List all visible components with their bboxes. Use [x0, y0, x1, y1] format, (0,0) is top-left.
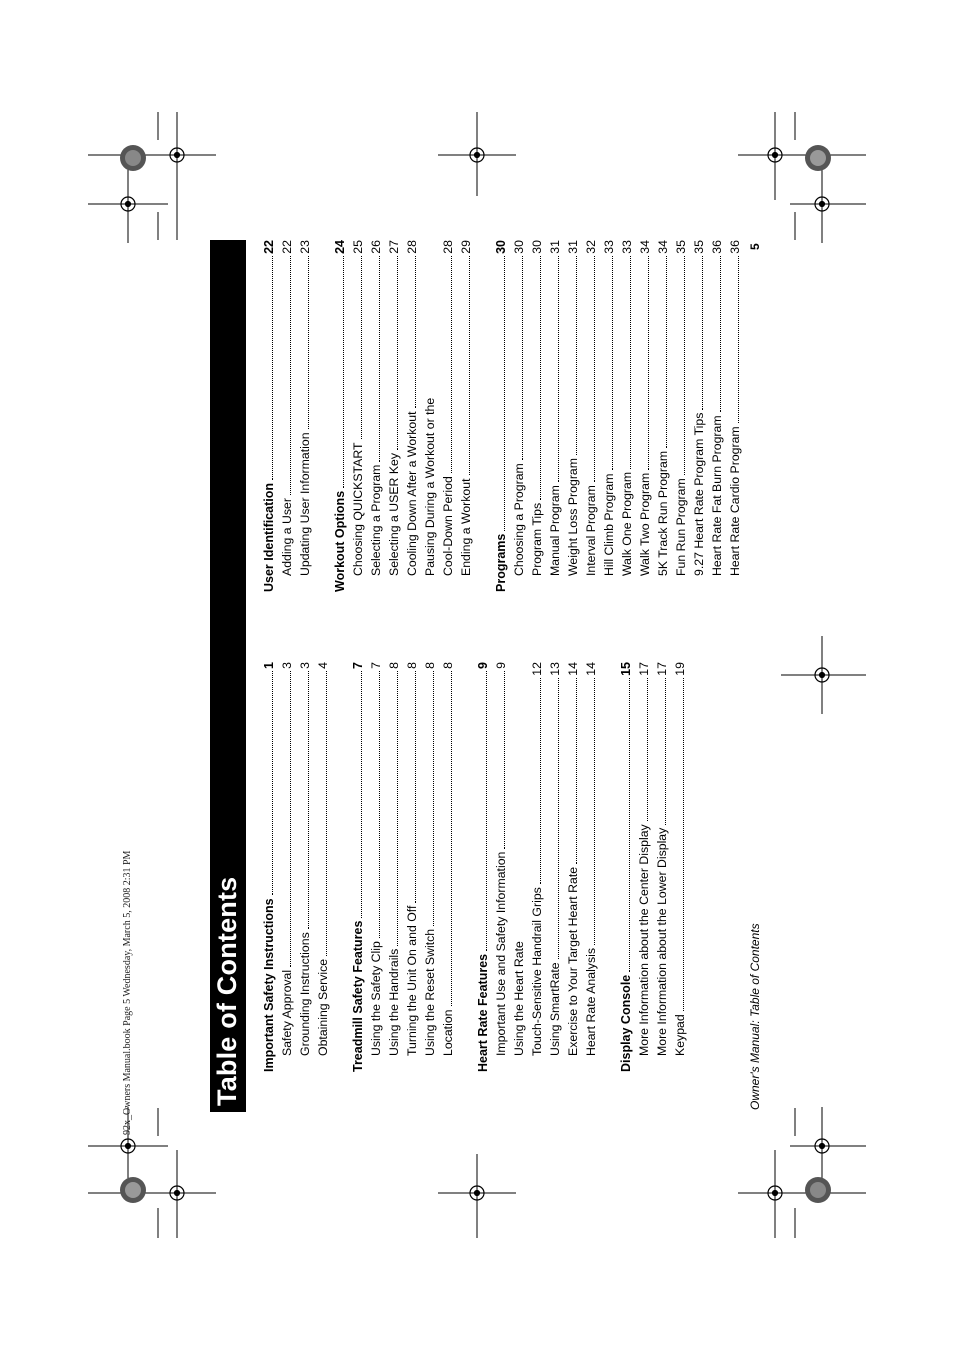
toc-section: [260, 240, 314, 592]
title-bar: [210, 240, 246, 1112]
toc-entry-page: 8: [423, 662, 437, 669]
toc-entry-title: More Information about the Lower Display: [655, 827, 669, 1056]
toc-entry: [635, 662, 653, 1072]
dot-leader: [469, 256, 470, 476]
dot-leader: [594, 256, 595, 482]
toc-entry-title: 9.27 Heart Rate Program Tips: [692, 412, 706, 576]
toc-entry-title: Using the Heart Rate: [512, 941, 526, 1056]
footer-text: Owner's Manual: Table of Contents: [748, 923, 762, 1110]
toc-entry-title: Touch-Sensitive Handrail Grips: [530, 887, 544, 1056]
toc-entry-page: 4: [316, 662, 330, 669]
toc-entry: [671, 662, 689, 1072]
toc-entry-title: Display Console: [619, 974, 633, 1072]
toc-entry-page: 36: [728, 240, 742, 254]
toc-entry: [403, 240, 421, 592]
toc-entry-page: 27: [387, 240, 401, 254]
toc-entry-title: Using the Handrails: [387, 948, 401, 1056]
dot-leader: [648, 256, 649, 470]
toc-entry-title: Heart Rate Fat Burn Program: [710, 415, 724, 576]
dot-leader: [594, 678, 595, 945]
toc-entry: [564, 240, 582, 592]
toc-entry-page: 30: [512, 240, 526, 254]
toc-entry-page: 30: [530, 240, 544, 254]
toc-entry-title: Safety Approval: [280, 969, 294, 1056]
dot-leader: [720, 256, 721, 413]
toc-section: [349, 662, 457, 1072]
toc-entry-title: Programs: [494, 533, 508, 592]
toc-entry-page: 9: [494, 662, 508, 669]
toc-entry-page: 14: [584, 662, 598, 676]
dot-leader: [308, 671, 309, 929]
toc-entry-page: 34: [638, 240, 652, 254]
dot-leader: [451, 671, 452, 1007]
toc-entry-title: Exercise to Your Target Heart Rate: [566, 866, 580, 1056]
toc-entry-page: 3: [280, 662, 294, 669]
toc-entry-title: Location: [441, 1009, 455, 1056]
toc-entry-title: Keypad: [673, 1014, 687, 1056]
toc-column-right: [260, 240, 761, 592]
toc-entry-page: 33: [602, 240, 616, 254]
toc-section: [492, 240, 744, 592]
toc-entry: [653, 662, 671, 1072]
toc-entry: [367, 240, 385, 592]
toc-entry-title: Important Use and Safety Information: [494, 851, 508, 1056]
toc-entry: [654, 240, 672, 592]
toc-entry-title: Using the Safety Clip: [369, 941, 383, 1056]
toc-entry: [457, 240, 475, 592]
toc-section-heading: [260, 662, 278, 1072]
dot-leader: [379, 256, 380, 462]
toc-entry-title: 5K Track Run Program: [656, 450, 670, 576]
toc-entry: [385, 240, 403, 592]
toc-entry-page: 35: [692, 240, 706, 254]
toc-entry-title: Cooling Down After a Workout: [405, 411, 419, 576]
toc-entry: [582, 240, 600, 592]
dot-leader: [629, 678, 630, 972]
toc-entry-title: Adding a User: [280, 498, 294, 576]
toc-entry: [421, 240, 439, 592]
dot-leader: [738, 256, 739, 424]
toc-entry: [528, 662, 546, 1072]
dot-leader: [666, 256, 667, 448]
toc-entry: [690, 240, 708, 592]
toc-section: [617, 662, 689, 1072]
toc-entry-page: 36: [710, 240, 724, 254]
toc-section: [474, 662, 600, 1072]
toc-entry-page: 17: [637, 662, 651, 676]
dot-leader: [486, 671, 487, 951]
dot-leader: [451, 256, 452, 474]
toc-entry-title: Choosing a Program: [512, 463, 526, 576]
dot-leader: [576, 678, 577, 864]
dot-leader: [558, 256, 559, 482]
toc-entry-page: 17: [655, 662, 669, 676]
toc-entry: [421, 662, 439, 1072]
toc-entry-page: 24: [333, 240, 347, 254]
toc-entry: [564, 662, 582, 1072]
toc-entry: [618, 240, 636, 592]
toc-entry-page: 7: [351, 662, 365, 669]
toc-entry-page: 26: [369, 240, 383, 254]
toc-entry-title: Cool-Down Period: [441, 476, 455, 576]
page-title: Table of Contents: [212, 876, 242, 1106]
toc-entry-title: Fun Run Program: [674, 478, 688, 576]
toc-entry: [582, 662, 600, 1072]
toc-section: [260, 662, 332, 1072]
toc-entry: [296, 662, 314, 1072]
print-slug: 92x_Owners Manual.book Page 5 Wednesday, March 5, 2008 2:31 PM: [122, 850, 133, 1135]
toc-entry-title: Weight Loss Program: [566, 457, 580, 576]
toc-entry: [510, 662, 528, 1072]
toc-entry: [403, 662, 421, 1072]
dot-leader: [630, 256, 631, 469]
dot-leader: [558, 678, 559, 960]
toc-entry-page: 25: [351, 240, 365, 254]
dot-leader: [290, 671, 291, 967]
toc-entry-title: Pausing During a Workout or the: [423, 397, 437, 576]
toc-entry-page: 8: [441, 662, 455, 669]
toc-entry-page: 29: [459, 240, 473, 254]
toc-entry-page: 22: [262, 240, 276, 254]
toc-entry: [600, 240, 618, 592]
toc-entry-title: Heart Rate Analysis: [584, 948, 598, 1056]
toc-entry: [439, 240, 457, 592]
toc-entry: [528, 240, 546, 592]
dot-leader: [576, 256, 577, 455]
toc-entry-title: Heart Rate Features: [476, 953, 490, 1072]
dot-leader: [433, 671, 434, 926]
toc-entry-page: 31: [566, 240, 580, 254]
dot-leader: [308, 256, 309, 430]
toc-entry-title: Choosing QUICKSTART: [351, 442, 365, 576]
toc-entry-page: 9: [476, 662, 490, 669]
toc-section-heading: [331, 240, 349, 592]
toc-section-heading: [474, 662, 492, 1072]
toc-section-heading: [492, 240, 510, 592]
toc-entry: [439, 662, 457, 1072]
dot-leader: [522, 256, 523, 461]
dot-leader: [540, 678, 541, 885]
dot-leader: [540, 256, 541, 500]
toc-entry-page: 19: [673, 662, 687, 676]
dot-leader: [361, 256, 362, 440]
toc-entry: [546, 662, 564, 1072]
toc-entry: [296, 240, 314, 592]
toc-entry-page: 22: [280, 240, 294, 254]
toc-entry-title: Selecting a Program: [369, 464, 383, 576]
toc-entry-page: 15: [619, 662, 633, 676]
dot-leader: [504, 256, 505, 531]
toc-entry: [546, 240, 564, 592]
dot-leader: [415, 671, 416, 903]
toc-entry-page: 30: [494, 240, 508, 254]
toc-entry-title: Interval Program: [584, 485, 598, 576]
toc-entry-title: Manual Program: [548, 485, 562, 576]
toc-entry: [314, 662, 332, 1072]
toc-entry-title: Ending a Workout: [459, 478, 473, 576]
toc-entry-page: 33: [620, 240, 634, 254]
toc-entry-title: Treadmill Safety Features: [351, 920, 365, 1072]
toc-entry-page: 1: [262, 662, 276, 669]
toc-entry: [278, 662, 296, 1072]
dot-leader: [612, 256, 613, 471]
toc-entry-page: 32: [584, 240, 598, 254]
toc-entry-title: More Information about the Center Display: [637, 824, 651, 1056]
dot-leader: [397, 671, 398, 946]
dot-leader: [397, 256, 398, 450]
dot-leader: [326, 671, 327, 956]
toc-entry-title: Heart Rate Cardio Program: [728, 426, 742, 576]
toc-content: [210, 240, 745, 1112]
toc-entry-page: 7: [369, 662, 383, 669]
toc-entry-title: Obtaining Service: [316, 958, 330, 1056]
dot-leader: [702, 256, 703, 410]
toc-entry-page: 14: [566, 662, 580, 676]
toc-entry-title: Selecting a USER Key: [387, 452, 401, 576]
toc-entry: [636, 240, 654, 592]
dot-leader: [290, 256, 291, 495]
toc-entry: [492, 662, 510, 1072]
toc-entry-title: Using SmartRate: [548, 962, 562, 1056]
toc-entry-title: Hill Climb Program: [602, 473, 616, 576]
toc-entry-title: Grounding Instructions: [298, 932, 312, 1056]
toc-entry-title: Important Safety Instructions: [262, 898, 276, 1072]
dot-leader: [272, 256, 273, 480]
toc-section-heading: [260, 240, 278, 592]
toc-entry-page: 23: [298, 240, 312, 254]
toc-entry: [726, 240, 744, 592]
dot-leader: [361, 671, 362, 918]
toc-entry-page: 3: [298, 662, 312, 669]
toc-entry-page: 31: [548, 240, 562, 254]
toc-entry-page: 35: [674, 240, 688, 254]
toc-entry-page: 28: [405, 240, 419, 254]
toc-entry-title: Walk Two Program: [638, 472, 652, 576]
toc-column-left: [260, 662, 706, 1072]
toc-entry-title: Walk One Program: [620, 471, 634, 576]
dot-leader: [684, 256, 685, 476]
toc-entry-page: 28: [441, 240, 455, 254]
toc-entry-page: 8: [387, 662, 401, 669]
toc-entry-title: Using the Reset Switch: [423, 928, 437, 1056]
toc-section-heading: [349, 662, 367, 1072]
toc-entry: [278, 240, 296, 592]
toc-entry-page: 8: [405, 662, 419, 669]
toc-entry-page: 12: [530, 662, 544, 676]
dot-leader: [504, 671, 505, 849]
toc-entry-title: Program Tips: [530, 502, 544, 576]
toc-entry: [367, 662, 385, 1072]
toc-entry: [708, 240, 726, 592]
toc-entry: [510, 240, 528, 592]
toc-entry-title: User Identification: [262, 482, 276, 592]
toc-entry: [672, 240, 690, 592]
dot-leader: [379, 671, 380, 938]
dot-leader: [647, 678, 648, 822]
dot-leader: [415, 256, 416, 409]
toc-section: [331, 240, 475, 592]
dot-leader: [683, 678, 684, 1012]
dot-leader: [272, 671, 273, 895]
toc-entry-title: Updating User Information: [298, 432, 312, 576]
dot-leader: [665, 678, 666, 825]
toc-entry-title: Workout Options: [333, 490, 347, 592]
toc-entry-page: 34: [656, 240, 670, 254]
toc-entry: [349, 240, 367, 592]
page-number: 5: [748, 243, 762, 250]
toc-section-heading: [617, 662, 635, 1072]
toc-entry-title: Turning the Unit On and Off: [405, 905, 419, 1056]
toc-entry: [385, 662, 403, 1072]
dot-leader: [343, 256, 344, 488]
toc-entry-page: 13: [548, 662, 562, 676]
